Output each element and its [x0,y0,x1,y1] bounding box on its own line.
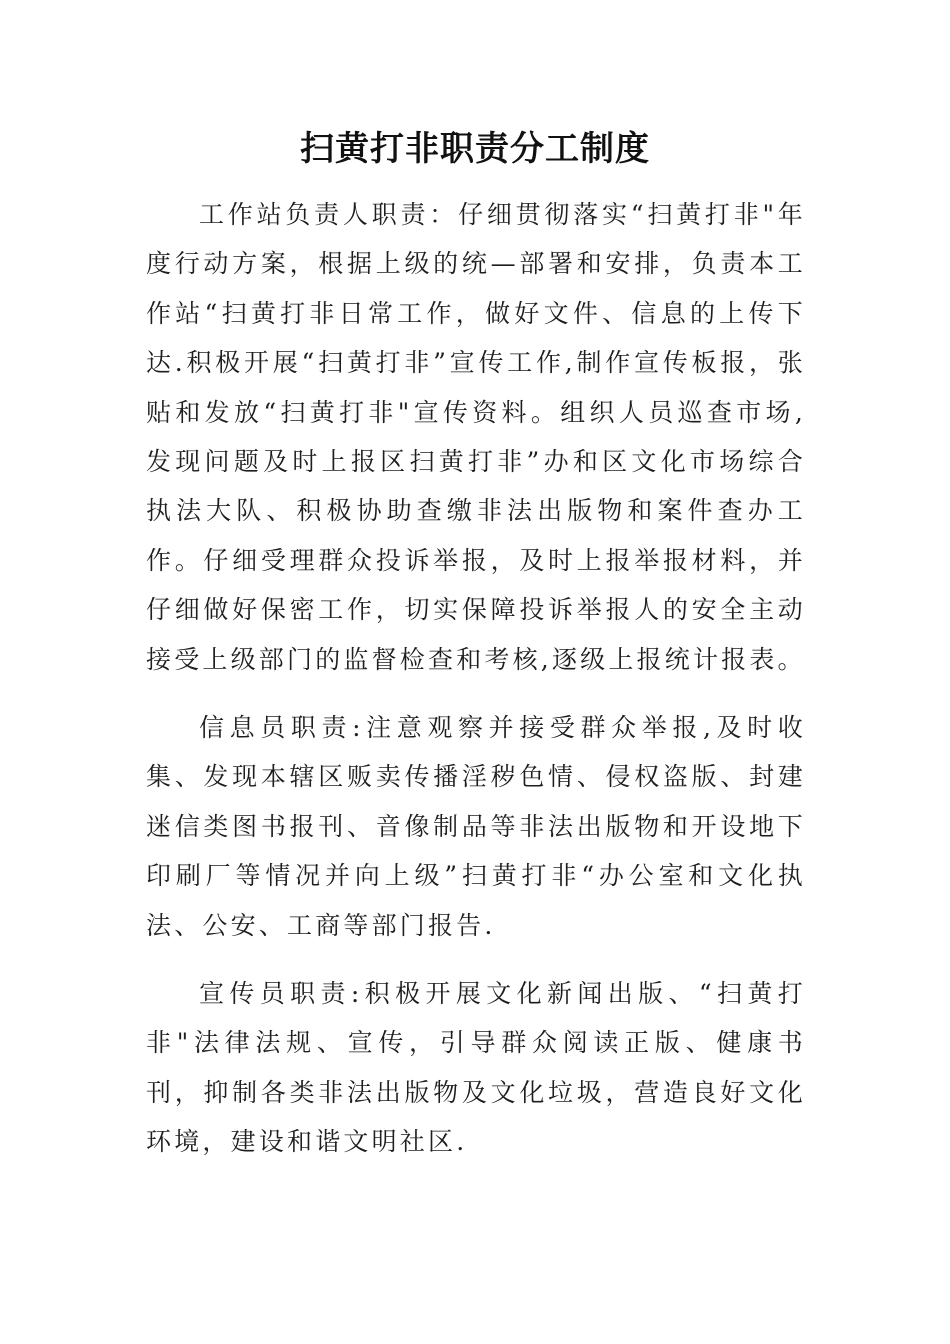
paragraph-informant-duties: 信息员职责:注意观察并接受群众举报,及时收集、发现本辖区贩卖传播淫秽色情、侵权盗版、封建迷信类图书报刊、音像制品等非法出版物和开设地下印刷厂等情况并向上级”扫黄打非“办公室和文化执法、公安、工商等部门报告. [146,713,806,940]
document-title: 扫黄打非职责分工制度 [300,129,650,169]
paragraph-publicity-duties: 宣传员职责:积极开展文化新闻出版、“扫黄打非"法律法规、宣传，引导群众阅读正版、健康书刊，抑制各类非法出版物及文化垃圾，营造良好文化环境，建设和谐文明社区. [146,979,806,1157]
paragraph-station-head-duties: 工作站负责人职责：仔细贯彻落实“扫黄打非"年度行动方案，根据上级的统—部署和安排，负责本工作站“扫黄打非日常工作，做好文件、信息的上传下达.积极开展“扫黄打非”宣传工作,制作宣传板报，张贴和发放“扫黄打非"宣传资料。组织人员巡查市场,发现问题及时上报区扫黄打非”办和区文化市场综合执法大队、积极协助查缴非法出版物和案件查办工作。仔细受理群众投诉举报，及时上报举报材料，并仔细做好保密工作，切实保障投诉举报人的安全主动接受上级部门的监督检查和考核,逐级上报统计报表。 [146,200,806,674]
